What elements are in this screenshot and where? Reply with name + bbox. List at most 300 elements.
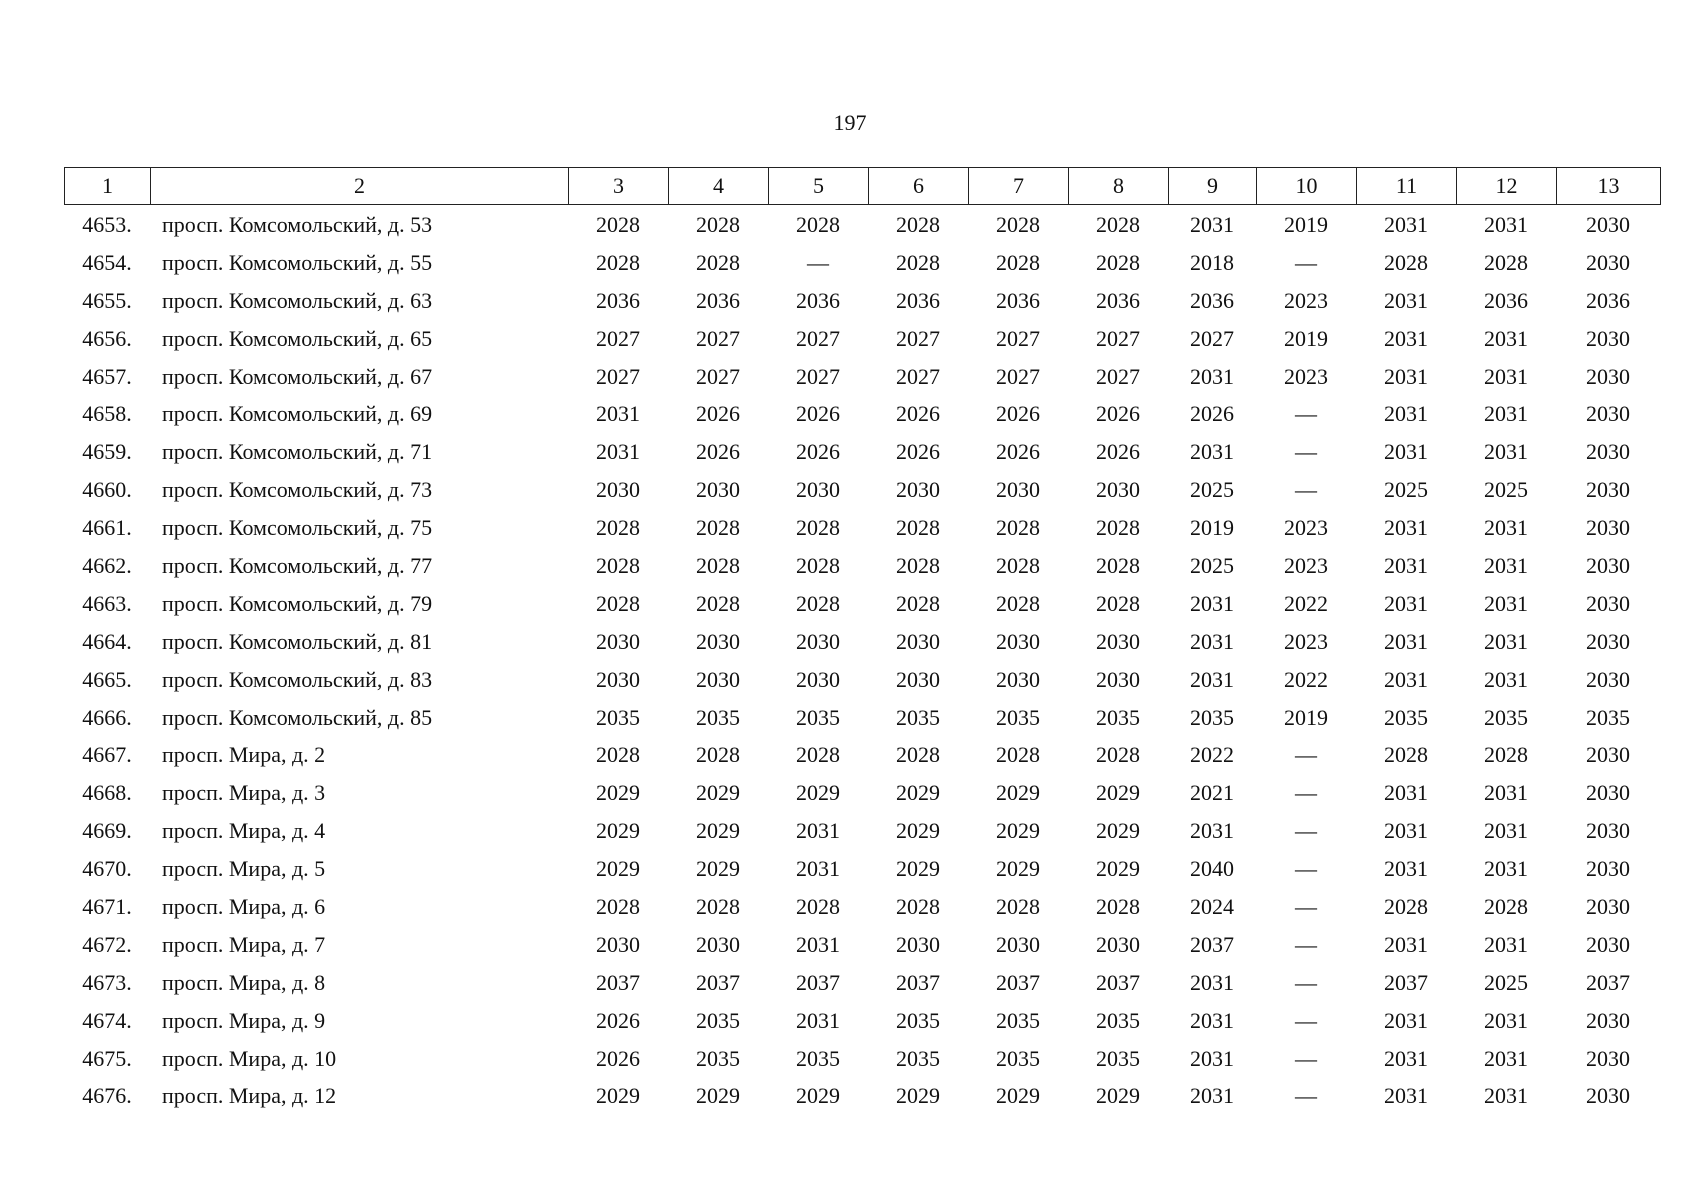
row-number: 4659. (82, 439, 132, 465)
table-row (64, 1002, 1660, 1040)
row-value: 2030 (1586, 818, 1630, 844)
row-address: просп. Комсомольский, д. 69 (162, 401, 433, 427)
row-value: — (1295, 477, 1317, 503)
row-value: 2031 (1190, 439, 1234, 465)
row-value: 2035 (896, 1045, 940, 1071)
row-value: 2029 (896, 1083, 940, 1109)
row-value: 2031 (1484, 1083, 1528, 1109)
column-header: 4 (669, 168, 769, 205)
row-value: 2027 (896, 363, 940, 389)
row-value: 2036 (596, 287, 640, 313)
page-number: 197 (833, 110, 867, 135)
row-address: просп. Комсомольский, д. 85 (162, 704, 433, 730)
row-address: просп. Мира, д. 8 (162, 969, 326, 995)
row-value: 2026 (996, 439, 1040, 465)
row-value: 2029 (796, 1083, 840, 1109)
row-value: 2031 (1484, 515, 1528, 541)
row-number: 4663. (82, 590, 132, 616)
row-address: просп. Комсомольский, д. 77 (162, 552, 433, 578)
row-value: 2035 (896, 1007, 940, 1033)
row-value: 2028 (696, 211, 740, 237)
row-value: 2031 (1384, 590, 1428, 616)
row-value: 2027 (796, 363, 840, 389)
row-value: 2030 (696, 666, 740, 692)
row-value: 2037 (1096, 969, 1140, 995)
row-value: 2031 (1384, 666, 1428, 692)
column-header: 9 (1169, 168, 1257, 205)
row-value: 2030 (1586, 780, 1630, 806)
row-value: 2028 (596, 249, 640, 275)
row-value: 2037 (996, 969, 1040, 995)
row-value: 2029 (1096, 818, 1140, 844)
row-value: 2027 (996, 325, 1040, 351)
row-value: 2031 (1384, 818, 1428, 844)
row-value: 2031 (1190, 666, 1234, 692)
row-value: 2028 (996, 515, 1040, 541)
row-value: 2035 (1190, 704, 1234, 730)
row-value: 2031 (1384, 780, 1428, 806)
row-value: 2031 (1484, 439, 1528, 465)
column-header: 13 (1557, 168, 1661, 205)
row-number: 4671. (82, 893, 132, 919)
row-number: 4674. (82, 1007, 132, 1033)
row-address: просп. Комсомольский, д. 75 (162, 515, 433, 541)
row-value: 2027 (696, 363, 740, 389)
row-value: 2030 (1586, 439, 1630, 465)
table-row (64, 1040, 1660, 1078)
row-number: 4657. (82, 363, 132, 389)
row-value: 2019 (1284, 325, 1328, 351)
row-value: 2029 (696, 818, 740, 844)
row-value: 2031 (1384, 628, 1428, 654)
row-value: 2026 (996, 401, 1040, 427)
row-value: 2028 (1096, 211, 1140, 237)
row-value: 2029 (596, 780, 640, 806)
row-number: 4667. (82, 742, 132, 768)
row-value: 2035 (1586, 704, 1630, 730)
row-number: 4675. (82, 1045, 132, 1071)
row-value: 2028 (596, 893, 640, 919)
row-value: 2031 (1384, 211, 1428, 237)
row-value: 2029 (596, 1083, 640, 1109)
row-number: 4653. (82, 211, 132, 237)
table-row (64, 395, 1660, 433)
row-value: 2025 (1190, 477, 1234, 503)
row-value: 2035 (696, 1007, 740, 1033)
row-value: — (807, 249, 829, 275)
row-value: 2025 (1190, 552, 1234, 578)
row-value: 2025 (1484, 969, 1528, 995)
row-value: 2029 (996, 1083, 1040, 1109)
row-value: — (1295, 780, 1317, 806)
row-value: 2029 (896, 818, 940, 844)
row-value: 2031 (1384, 325, 1428, 351)
row-value: 2031 (1484, 401, 1528, 427)
row-value: 2035 (1096, 1045, 1140, 1071)
row-value: 2031 (1384, 363, 1428, 389)
table-row (64, 661, 1660, 699)
row-value: 2029 (996, 856, 1040, 882)
row-address: просп. Комсомольский, д. 53 (162, 211, 433, 237)
row-address: просп. Мира, д. 12 (162, 1083, 337, 1109)
column-header: 5 (769, 168, 869, 205)
row-value: 2028 (896, 211, 940, 237)
row-address: просп. Мира, д. 4 (162, 818, 326, 844)
row-value: 2028 (996, 211, 1040, 237)
table-row (64, 699, 1660, 737)
row-value: 2027 (1096, 325, 1140, 351)
row-value: 2029 (596, 856, 640, 882)
row-value: 2027 (1190, 325, 1234, 351)
row-value: 2026 (796, 439, 840, 465)
row-value: 2023 (1284, 515, 1328, 541)
row-value: 2028 (696, 515, 740, 541)
row-value: 2028 (996, 893, 1040, 919)
row-value: 2028 (1096, 742, 1140, 768)
row-value: 2035 (696, 704, 740, 730)
row-value: 2029 (696, 856, 740, 882)
row-value: 2027 (796, 325, 840, 351)
row-value: 2027 (596, 325, 640, 351)
row-value: 2037 (696, 969, 740, 995)
row-value: 2030 (1096, 931, 1140, 957)
row-value: 2028 (1384, 742, 1428, 768)
row-value: 2036 (1586, 287, 1630, 313)
row-value: 2025 (1384, 477, 1428, 503)
row-value: 2028 (696, 552, 740, 578)
row-value: 2026 (596, 1045, 640, 1071)
row-value: 2028 (796, 515, 840, 541)
row-value: 2036 (996, 287, 1040, 313)
row-value: 2030 (1096, 666, 1140, 692)
row-value: 2030 (596, 931, 640, 957)
row-value: 2028 (796, 590, 840, 616)
row-value: 2030 (596, 628, 640, 654)
table-row (64, 926, 1660, 964)
table-row (64, 358, 1660, 396)
table-header (64, 167, 1661, 205)
column-header: 1 (65, 168, 151, 205)
row-address: просп. Мира, д. 9 (162, 1007, 326, 1033)
row-value: 2035 (996, 1045, 1040, 1071)
row-address: просп. Комсомольский, д. 65 (162, 325, 433, 351)
row-number: 4673. (82, 969, 132, 995)
row-value: 2031 (1484, 1007, 1528, 1033)
row-value: 2028 (796, 893, 840, 919)
row-value: 2036 (1484, 287, 1528, 313)
row-number: 4658. (82, 401, 132, 427)
row-number: 4655. (82, 287, 132, 313)
column-header: 8 (1069, 168, 1169, 205)
row-value: 2028 (1484, 249, 1528, 275)
row-value: 2029 (896, 856, 940, 882)
row-value: 2030 (896, 477, 940, 503)
row-value: 2031 (1384, 1045, 1428, 1071)
row-value: 2030 (1586, 363, 1630, 389)
row-value: 2031 (1384, 1007, 1428, 1033)
row-number: 4661. (82, 515, 132, 541)
row-value: 2030 (1586, 211, 1630, 237)
row-value: 2028 (1384, 893, 1428, 919)
row-value: 2030 (996, 477, 1040, 503)
row-value: 2030 (1586, 401, 1630, 427)
table-row (64, 774, 1660, 812)
row-value: 2030 (1586, 590, 1630, 616)
table-row (64, 320, 1660, 358)
row-value: 2035 (996, 1007, 1040, 1033)
row-value: 2022 (1284, 590, 1328, 616)
row-value: 2027 (896, 325, 940, 351)
row-number: 4665. (82, 666, 132, 692)
row-value: 2035 (1096, 704, 1140, 730)
row-value: 2036 (1096, 287, 1140, 313)
row-value: 2030 (996, 628, 1040, 654)
row-value: 2028 (896, 552, 940, 578)
table-row (64, 585, 1660, 623)
row-value: 2030 (996, 931, 1040, 957)
row-address: просп. Комсомольский, д. 79 (162, 590, 433, 616)
table-row (64, 888, 1660, 926)
row-address: просп. Мира, д. 3 (162, 780, 326, 806)
row-value: 2030 (796, 628, 840, 654)
table-row (64, 509, 1660, 547)
row-value: 2022 (1284, 666, 1328, 692)
row-value: 2028 (796, 552, 840, 578)
row-address: просп. Мира, д. 6 (162, 893, 326, 919)
data-table (64, 206, 1660, 1115)
row-value: 2031 (1384, 552, 1428, 578)
row-value: 2031 (1484, 211, 1528, 237)
row-value: — (1295, 401, 1317, 427)
row-value: 2022 (1190, 742, 1234, 768)
row-address: просп. Мира, д. 7 (162, 931, 326, 957)
table-row (64, 623, 1660, 661)
row-value: 2028 (896, 515, 940, 541)
row-value: 2031 (1484, 325, 1528, 351)
row-value: 2036 (796, 287, 840, 313)
row-value: 2029 (996, 818, 1040, 844)
row-value: 2030 (1586, 1045, 1630, 1071)
row-value: 2037 (596, 969, 640, 995)
row-value: 2028 (1096, 249, 1140, 275)
row-address: просп. Комсомольский, д. 73 (162, 477, 433, 503)
table-body (64, 206, 1660, 1115)
row-value: 2031 (1190, 363, 1234, 389)
row-value: 2031 (1190, 1083, 1234, 1109)
row-value: 2028 (696, 893, 740, 919)
row-value: 2030 (1586, 628, 1630, 654)
row-value: 2026 (1096, 401, 1140, 427)
row-value: 2028 (796, 211, 840, 237)
row-number: 4666. (82, 704, 132, 730)
table-row (64, 964, 1660, 1002)
column-header: 6 (869, 168, 969, 205)
row-value: 2030 (896, 931, 940, 957)
row-value: 2031 (1190, 969, 1234, 995)
row-value: 2029 (1096, 1083, 1140, 1109)
row-value: — (1295, 856, 1317, 882)
row-value: 2028 (1096, 552, 1140, 578)
row-value: 2036 (896, 287, 940, 313)
row-value: 2031 (1190, 628, 1234, 654)
row-value: 2030 (1586, 931, 1630, 957)
row-value: 2030 (696, 931, 740, 957)
row-value: 2029 (796, 780, 840, 806)
row-number: 4669. (82, 818, 132, 844)
row-value: 2035 (1384, 704, 1428, 730)
row-value: — (1295, 893, 1317, 919)
table-row (64, 471, 1660, 509)
row-value: 2028 (696, 742, 740, 768)
row-value: 2028 (596, 742, 640, 768)
row-value: 2030 (1586, 666, 1630, 692)
row-value: 2031 (796, 1007, 840, 1033)
row-address: просп. Комсомольский, д. 71 (162, 439, 433, 465)
row-value: 2030 (1586, 249, 1630, 275)
row-address: просп. Комсомольский, д. 67 (162, 363, 433, 389)
row-value: 2028 (896, 893, 940, 919)
row-value: 2031 (796, 818, 840, 844)
row-address: просп. Комсомольский, д. 83 (162, 666, 433, 692)
row-value: 2031 (796, 931, 840, 957)
row-value: 2030 (1586, 477, 1630, 503)
row-value: 2037 (1190, 931, 1234, 957)
row-value: 2023 (1284, 628, 1328, 654)
table-row (64, 1077, 1660, 1115)
row-value: 2030 (596, 666, 640, 692)
row-value: 2031 (1190, 1045, 1234, 1071)
table-row (64, 547, 1660, 585)
row-value: 2028 (596, 590, 640, 616)
row-value: 2028 (996, 552, 1040, 578)
row-value: 2028 (1484, 742, 1528, 768)
row-value: 2028 (596, 552, 640, 578)
row-address: просп. Мира, д. 10 (162, 1045, 337, 1071)
row-value: — (1295, 1045, 1317, 1071)
row-value: — (1295, 931, 1317, 957)
row-value: 2035 (1096, 1007, 1140, 1033)
row-value: 2030 (1586, 856, 1630, 882)
row-number: 4654. (82, 249, 132, 275)
row-number: 4656. (82, 325, 132, 351)
row-value: 2018 (1190, 249, 1234, 275)
row-value: — (1295, 742, 1317, 768)
row-value: 2028 (596, 515, 640, 541)
row-value: 2028 (1096, 515, 1140, 541)
row-value: 2023 (1284, 363, 1328, 389)
row-value: 2037 (1384, 969, 1428, 995)
row-value: 2019 (1284, 704, 1328, 730)
row-value: 2026 (896, 401, 940, 427)
row-value: 2030 (696, 477, 740, 503)
row-value: 2023 (1284, 552, 1328, 578)
row-value: 2030 (1586, 515, 1630, 541)
row-value: 2030 (1586, 893, 1630, 919)
row-number: 4670. (82, 856, 132, 882)
row-value: 2031 (1190, 818, 1234, 844)
row-value: 2027 (1096, 363, 1140, 389)
row-value: 2031 (1190, 1007, 1234, 1033)
row-value: 2031 (1484, 856, 1528, 882)
row-value: 2031 (1484, 818, 1528, 844)
row-value: 2030 (696, 628, 740, 654)
row-address: просп. Мира, д. 5 (162, 856, 326, 882)
row-value: 2035 (1484, 704, 1528, 730)
row-value: 2035 (696, 1045, 740, 1071)
row-value: 2028 (696, 249, 740, 275)
row-value: 2035 (996, 704, 1040, 730)
column-header: 2 (151, 168, 569, 205)
row-value: 2019 (1190, 515, 1234, 541)
row-value: 2026 (796, 401, 840, 427)
row-value: 2019 (1284, 211, 1328, 237)
row-value: 2029 (996, 780, 1040, 806)
table-row (64, 812, 1660, 850)
row-value: — (1295, 439, 1317, 465)
row-value: 2031 (1190, 211, 1234, 237)
row-value: 2028 (896, 590, 940, 616)
row-value: 2030 (1586, 552, 1630, 578)
column-header: 12 (1457, 168, 1557, 205)
row-value: 2030 (896, 666, 940, 692)
row-value: 2028 (1384, 249, 1428, 275)
row-value: 2030 (1586, 1007, 1630, 1033)
table-row (64, 850, 1660, 888)
row-number: 4672. (82, 931, 132, 957)
table-row (64, 736, 1660, 774)
row-address: просп. Комсомольский, д. 63 (162, 287, 433, 313)
row-value: 2035 (896, 704, 940, 730)
row-value: 2028 (596, 211, 640, 237)
row-value: 2031 (1384, 1083, 1428, 1109)
row-value: 2030 (1586, 325, 1630, 351)
row-value: — (1295, 249, 1317, 275)
row-value: 2026 (896, 439, 940, 465)
row-value: 2030 (796, 666, 840, 692)
row-number: 4668. (82, 780, 132, 806)
row-value: 2031 (1484, 628, 1528, 654)
row-address: просп. Комсомольский, д. 55 (162, 249, 433, 275)
row-value: 2029 (1096, 780, 1140, 806)
row-address: просп. Мира, д. 2 (162, 742, 326, 768)
row-value: 2031 (1484, 931, 1528, 957)
table-row (64, 206, 1660, 244)
row-value: 2024 (1190, 893, 1234, 919)
row-value: 2028 (996, 590, 1040, 616)
row-value: 2028 (996, 249, 1040, 275)
column-header: 11 (1357, 168, 1457, 205)
row-value: 2021 (1190, 780, 1234, 806)
row-value: 2026 (1096, 439, 1140, 465)
row-value: 2031 (1384, 439, 1428, 465)
column-header: 7 (969, 168, 1069, 205)
row-value: — (1295, 969, 1317, 995)
row-value: 2031 (1484, 590, 1528, 616)
row-value: 2030 (796, 477, 840, 503)
row-value: 2030 (596, 477, 640, 503)
row-value: 2028 (1096, 590, 1140, 616)
row-value: 2025 (1484, 477, 1528, 503)
row-value: 2030 (1096, 628, 1140, 654)
row-value: 2026 (596, 1007, 640, 1033)
row-value: 2031 (1384, 856, 1428, 882)
row-value: 2029 (696, 1083, 740, 1109)
row-value: 2028 (796, 742, 840, 768)
row-value: 2031 (1384, 515, 1428, 541)
row-value: 2029 (896, 780, 940, 806)
column-header: 10 (1257, 168, 1357, 205)
row-value: 2030 (896, 628, 940, 654)
